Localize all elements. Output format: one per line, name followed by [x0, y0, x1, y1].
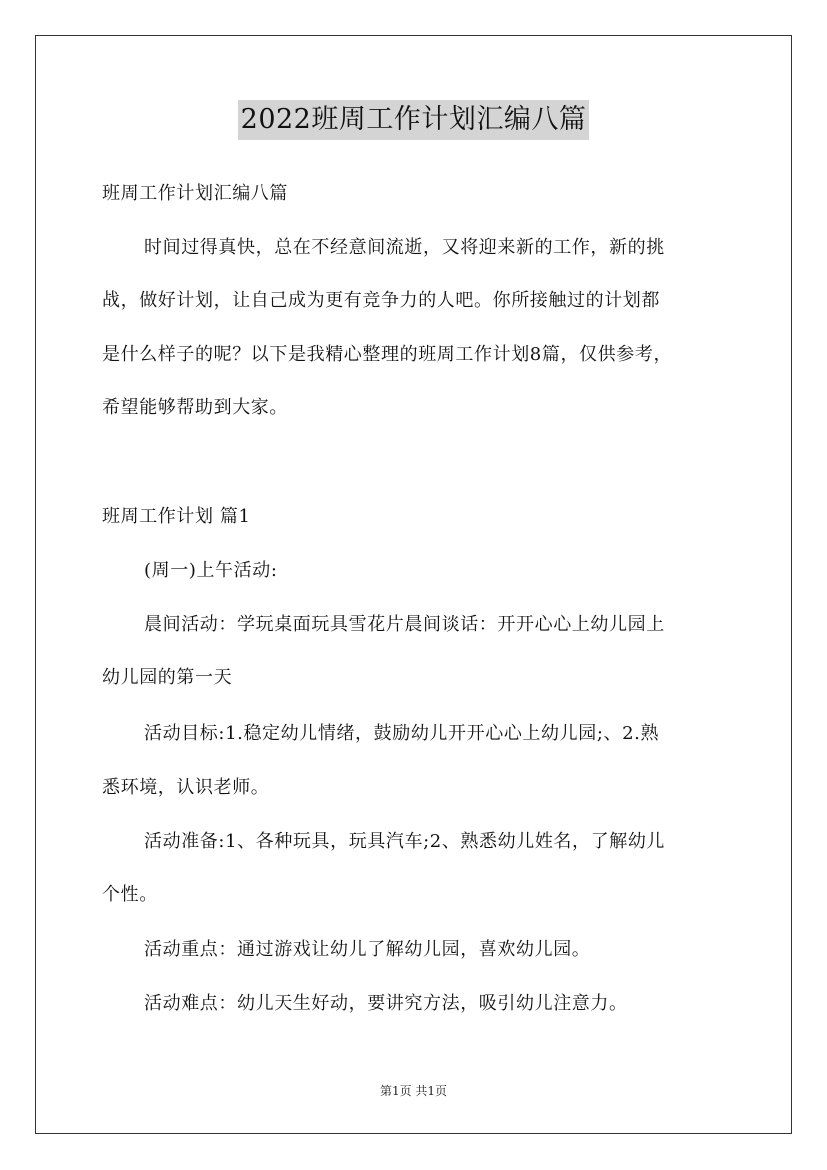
paragraph-line: 希望能够帮助到大家。 — [102, 397, 288, 418]
paragraph-line: 幼儿园的第一天 — [102, 667, 233, 688]
paragraph-line: 活动准备:1、各种玩具，玩具汽车;2、熟悉幼儿姓名，了解幼儿 — [144, 831, 666, 852]
document-subtitle: 班周工作计划汇编八篇 — [102, 183, 288, 204]
paragraph-line: 悉环境，认识老师。 — [102, 777, 270, 798]
paragraph-line: 活动重点：通过游戏让幼儿了解幼儿园，喜欢幼儿园。 — [144, 939, 591, 960]
paragraph-line: 活动目标:1.稳定幼儿情绪，鼓励幼儿开开心心上幼儿园;、2.熟 — [144, 723, 660, 744]
paragraph-line: 个性。 — [102, 884, 158, 905]
paragraph-line: 战，做好计划，让自己成为更有竞争力的人吧。你所接触过的计划都 — [102, 290, 660, 311]
paragraph-line: (周一)上午活动: — [144, 560, 278, 581]
paragraph-line: 晨间活动：学玩桌面玩具雪花片晨间谈话：开开心心上幼儿园上 — [144, 614, 665, 635]
paragraph-line: 时间过得真快，总在不经意间流逝，又将迎来新的工作，新的挑 — [144, 237, 665, 258]
page-number-footer: 第1页 共1页 — [379, 1084, 448, 1098]
document-title: 2022班周工作计划汇编八篇 — [238, 100, 590, 140]
paragraph-line: 活动难点：幼儿天生好动，要讲究方法，吸引幼儿注意力。 — [144, 993, 628, 1014]
section-heading: 班周工作计划 篇1 — [102, 506, 251, 527]
title-container — [0, 100, 827, 140]
paragraph-line: 是什么样子的呢？以下是我精心整理的班周工作计划8篇，仅供参考， — [102, 344, 673, 365]
